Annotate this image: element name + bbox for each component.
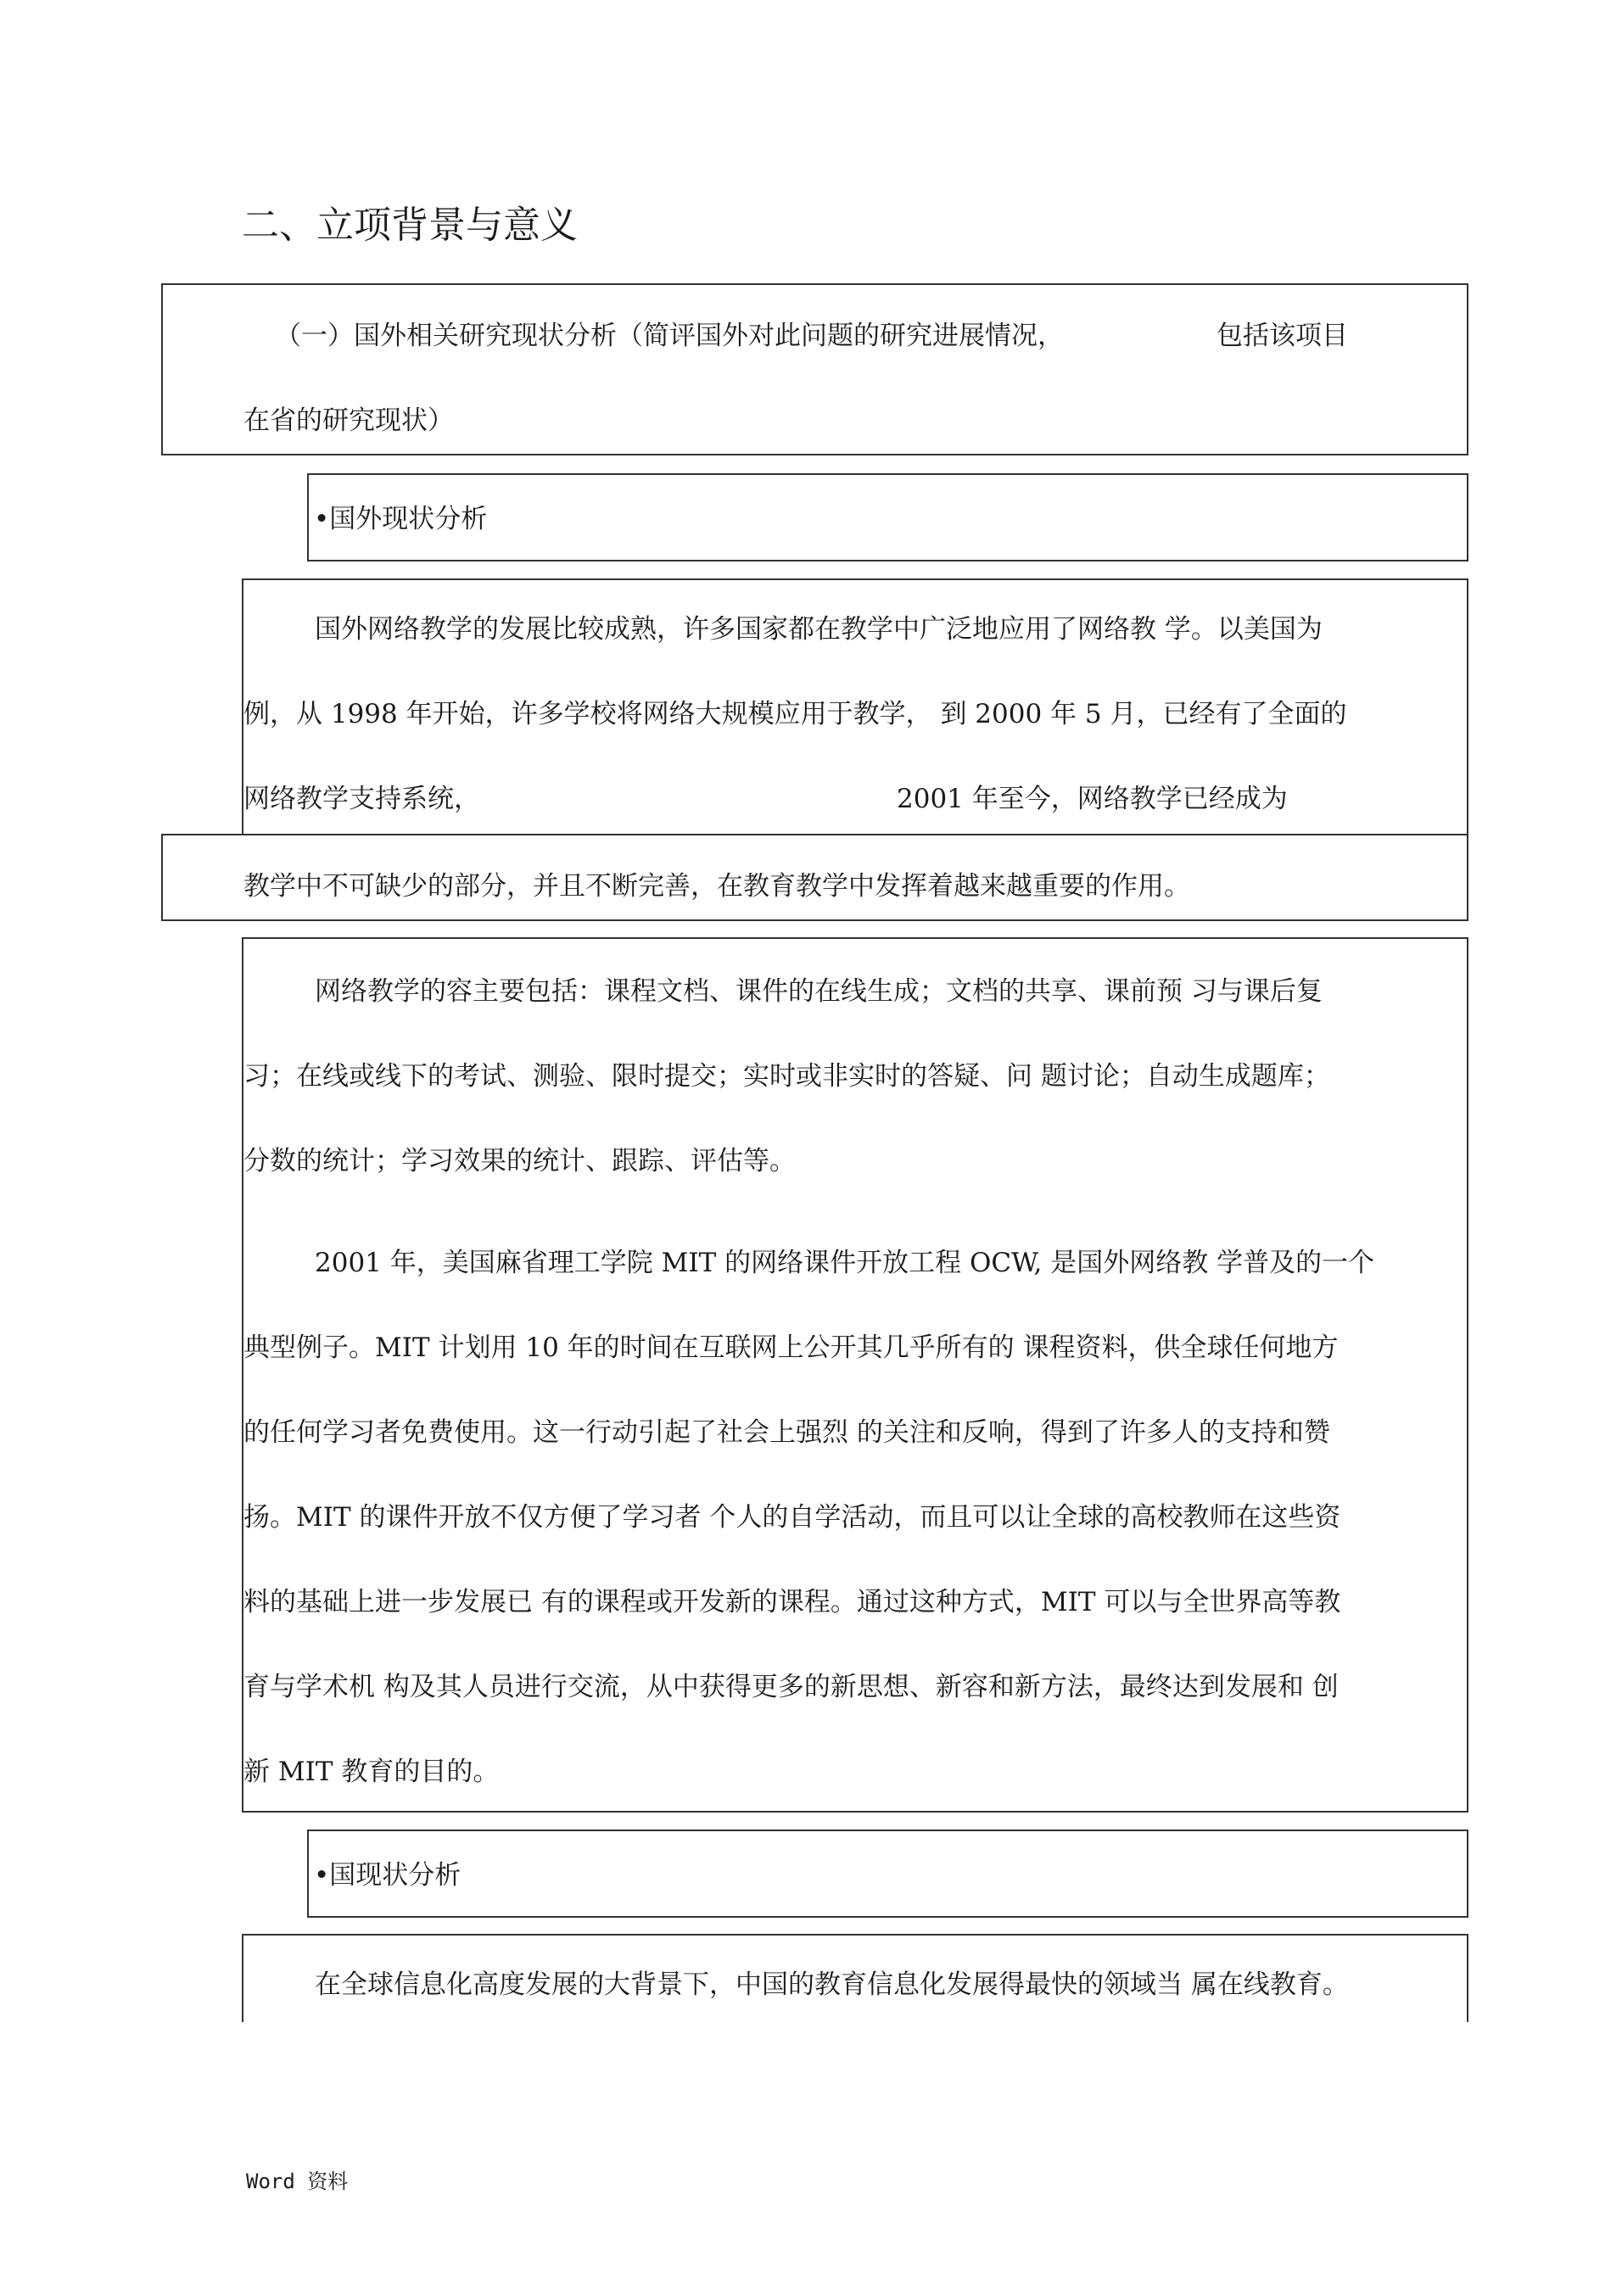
content-paragraph-box [242, 937, 1468, 1813]
content-para-line: 习；在线或线下的考试、测验、限时提交；实时或非实时的答疑、问 题讨论；自动生成题库； [243, 1061, 1330, 1092]
mit-para-line: 的任何学习者免费使用。这一行动引起了社会上强烈 的关注和反响，得到了许多人的支持和赞 [243, 1417, 1330, 1448]
sub-heading-domestic-box [307, 1830, 1468, 1918]
foreign-para-line1: 国外网络教学的发展比较成熟，许多国家都在教学中广泛地应用了网络教 学。以美国为 [315, 614, 1323, 645]
mit-para-line: 育与学术机 构及其人员进行交流，从中获得更多的新思想、新容和新方法，最终达到发展和 创 [243, 1672, 1339, 1702]
domestic-para-line1: 在全球信息化高度发展的大背景下，中国的教育信息化发展得最快的领域当 属在线教育。 [315, 1969, 1349, 2000]
foreign-para-line2: 例，从 1998 年开始，许多学校将网络大规模应用于教学， 到 2000 年 5 月，已经有了全面的 [243, 699, 1347, 729]
foreign-paragraph-box [242, 578, 1468, 835]
domestic-paragraph-box [242, 1934, 1468, 2022]
page-footer: Word 资料 [246, 2170, 349, 2193]
mit-para-line: 2001 年，美国麻省理工学院 MIT 的网络课件开放工程 OCW, 是国外网络教 学普及的一个 [315, 1248, 1375, 1278]
section-title-line1-end: 包括该项目 [1216, 321, 1348, 351]
foreign-para-line3-end: 2001 年至今，网络教学已经成为 [897, 784, 1288, 814]
foreign-paragraph-continuation-box [161, 834, 1468, 921]
mit-para-line: 新 MIT 教育的目的。 [243, 1757, 500, 1787]
sub-heading-foreign-box [307, 473, 1468, 561]
mit-para-line: 扬。MIT 的课件开放不仅方便了学习者 个人的自学活动，而且可以让全球的高校教师在这些资 [243, 1502, 1341, 1533]
sub-heading-domestic: •国现状分析 [314, 1860, 461, 1891]
section-title-line1: （一）国外相关研究现状分析（简评国外对此问题的研究进展情况， [275, 321, 1064, 351]
foreign-para-line3-start: 网络教学支持系统， [243, 784, 480, 814]
page-heading: 二、立项背景与意义 [242, 204, 578, 247]
mit-para-line: 典型例子。MIT 计划用 10 年的时间在互联网上公开其几乎所有的 课程资料，供全球任何地方 [243, 1332, 1339, 1363]
section-title-line2: 在省的研究现状） [243, 405, 454, 436]
foreign-para-line4: 教学中不可缺少的部分，并且不断完善，在教育教学中发挥着越来越重要的作用。 [243, 871, 1190, 902]
content-para-line: 网络教学的容主要包括：课程文档、课件的在线生成；文档的共享、课前预 习与课后复 [315, 976, 1323, 1007]
mit-para-line: 料的基础上进一步发展已 有的课程或开发新的课程。通过这种方式，MIT 可以与全世界高等教 [243, 1587, 1341, 1617]
sub-heading-foreign: •国外现状分析 [314, 504, 488, 534]
content-para-line: 分数的统计；学习效果的统计、跟踪、评估等。 [243, 1146, 796, 1176]
section-title-box [161, 283, 1468, 455]
